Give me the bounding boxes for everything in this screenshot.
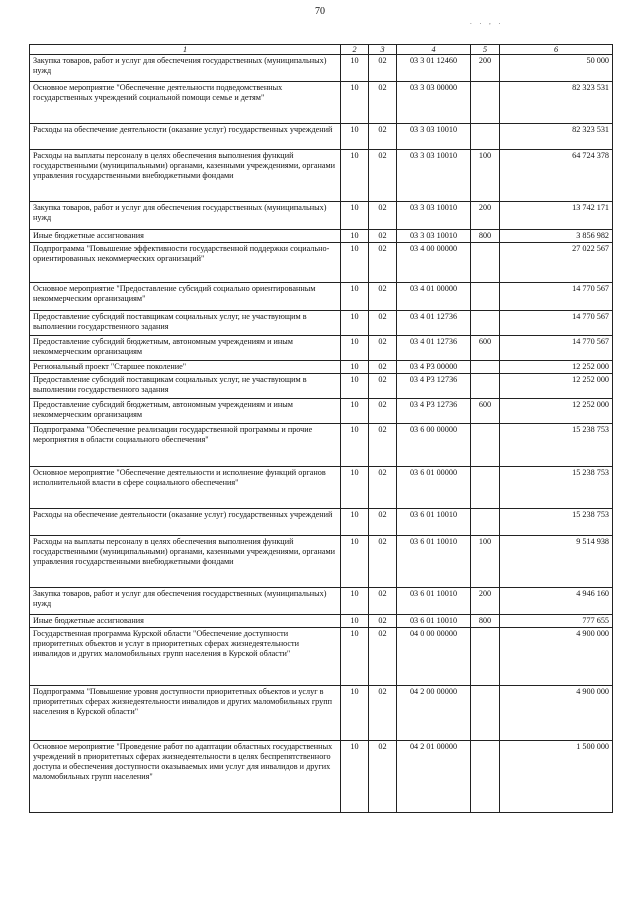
row-sum: 3 856 982 [500,230,613,243]
row-csr: 03 3 03 10010 [397,202,471,230]
table-row [30,615,613,628]
table-row [30,243,613,283]
table-row [30,628,613,686]
row-rz: 10 [341,202,369,230]
row-pr: 02 [369,336,397,361]
row-sum: 27 022 567 [500,243,613,283]
row-pr: 02 [369,243,397,283]
row-rz: 10 [341,588,369,615]
row-csr: 03 6 01 10010 [397,536,471,588]
row-rz: 10 [341,536,369,588]
row-sum: 12 252 000 [500,374,613,399]
row-pr: 02 [369,361,397,374]
row-name: Основное мероприятие "Обеспечение деятельности подведомственных государственных учреждений социальной помощи семье и детям" [30,82,341,124]
row-pr: 02 [369,202,397,230]
row-pr: 02 [369,686,397,741]
table-row [30,509,613,536]
row-sum: 4 900 000 [500,686,613,741]
row-vr [471,361,500,374]
table-row [30,361,613,374]
row-rz: 10 [341,615,369,628]
header-cell-sum: 6 [500,45,613,55]
row-vr: 600 [471,336,500,361]
row-csr: 03 6 01 10010 [397,615,471,628]
row-rz: 10 [341,424,369,467]
row-sum: 64 724 378 [500,150,613,202]
table-row [30,467,613,509]
row-rz: 10 [341,230,369,243]
row-vr: 100 [471,150,500,202]
row-pr: 02 [369,230,397,243]
row-rz: 10 [341,124,369,150]
table-row [30,336,613,361]
table-row [30,124,613,150]
row-pr: 02 [369,741,397,813]
row-vr [471,628,500,686]
row-csr: 03 3 03 00000 [397,82,471,124]
row-sum: 82 323 531 [500,124,613,150]
row-vr [471,311,500,336]
row-csr: 03 4 P3 12736 [397,399,471,424]
row-rz: 10 [341,628,369,686]
row-rz: 10 [341,150,369,202]
table-row [30,82,613,124]
row-sum: 15 238 753 [500,509,613,536]
row-pr: 02 [369,374,397,399]
row-csr: 03 4 P3 00000 [397,361,471,374]
row-pr: 02 [369,124,397,150]
row-csr: 03 6 00 00000 [397,424,471,467]
row-pr: 02 [369,424,397,467]
row-csr: 03 3 01 12460 [397,55,471,82]
row-rz: 10 [341,509,369,536]
row-name: Иные бюджетные ассигнования [30,615,341,628]
row-vr [471,243,500,283]
row-sum: 4 900 000 [500,628,613,686]
row-name: Предоставление субсидий поставщикам социальных услуг, не участвующим в выполнении государственного задания [30,311,341,336]
row-vr: 200 [471,55,500,82]
header-cell-pr: 3 [369,45,397,55]
table-row [30,311,613,336]
table-row [30,424,613,467]
row-csr: 04 0 00 00000 [397,628,471,686]
row-sum: 14 770 567 [500,311,613,336]
row-name: Предоставление субсидий бюджетным, автономным учреждениям и иным некоммерческим организациям [30,336,341,361]
row-pr: 02 [369,588,397,615]
row-rz: 10 [341,55,369,82]
table-row [30,150,613,202]
table-row [30,686,613,741]
header-cell-rz: 2 [341,45,369,55]
row-rz: 10 [341,283,369,311]
row-vr [471,509,500,536]
row-vr [471,741,500,813]
header-row [30,45,613,55]
row-vr [471,82,500,124]
row-vr [471,424,500,467]
row-csr: 03 4 01 12736 [397,336,471,361]
row-vr [471,283,500,311]
row-name: Подпрограмма "Повышение эффективности государственной поддержки социально-ориентированных некоммерческих организаций" [30,243,341,283]
row-csr: 04 2 01 00000 [397,741,471,813]
row-sum: 14 770 567 [500,336,613,361]
table-row [30,588,613,615]
row-rz: 10 [341,311,369,336]
row-csr: 03 6 01 10010 [397,509,471,536]
row-rz: 10 [341,243,369,283]
table-row [30,536,613,588]
row-pr: 02 [369,150,397,202]
row-name: Предоставление субсидий поставщикам социальных услуг, не участвующим в выполнении государственного задания [30,374,341,399]
row-csr: 03 4 00 00000 [397,243,471,283]
row-sum: 15 238 753 [500,424,613,467]
row-pr: 02 [369,283,397,311]
row-rz: 10 [341,467,369,509]
row-rz: 10 [341,686,369,741]
row-name: Основное мероприятие "Обеспечение деятельности и исполнение функций органов исполнительной власти в сфере социального обеспечения" [30,467,341,509]
row-name: Предоставление субсидий бюджетным, автономным учреждениям и иным некоммерческим организациям [30,399,341,424]
row-csr: 03 4 P3 12736 [397,374,471,399]
table-row [30,230,613,243]
row-sum: 50 000 [500,55,613,82]
row-sum: 82 323 531 [500,82,613,124]
row-rz: 10 [341,374,369,399]
row-rz: 10 [341,82,369,124]
table-row [30,399,613,424]
row-csr: 03 6 01 00000 [397,467,471,509]
row-sum: 4 946 160 [500,588,613,615]
row-csr: 03 3 03 10010 [397,124,471,150]
budget-table [29,44,613,813]
header-cell-csr: 4 [397,45,471,55]
row-pr: 02 [369,536,397,588]
header-cell-vr: 5 [471,45,500,55]
row-vr [471,686,500,741]
row-csr: 04 2 00 00000 [397,686,471,741]
row-sum: 9 514 938 [500,536,613,588]
row-vr: 100 [471,536,500,588]
row-pr: 02 [369,82,397,124]
row-name: Основное мероприятие "Предоставление субсидий социально ориентированным некоммерческим организациям" [30,283,341,311]
row-name: Расходы на обеспечение деятельности (оказание услуг) государственных учреждений [30,124,341,150]
row-csr: 03 3 03 10010 [397,150,471,202]
row-vr: 600 [471,399,500,424]
row-csr: 03 4 01 12736 [397,311,471,336]
header-cell-name: 1 [30,45,341,55]
row-vr [471,124,500,150]
row-name: Расходы на выплаты персоналу в целях обеспечения выполнения функций государственными (муниципальными) органами, казенными учреждениями, органами управления государственными внебюджетными фондами [30,150,341,202]
row-sum: 14 770 567 [500,283,613,311]
row-rz: 10 [341,399,369,424]
row-name: Иные бюджетные ассигнования [30,230,341,243]
row-csr: 03 6 01 10010 [397,588,471,615]
row-sum: 12 252 000 [500,399,613,424]
row-sum: 777 655 [500,615,613,628]
row-sum: 12 252 000 [500,361,613,374]
row-vr: 800 [471,230,500,243]
scan-marks: . . , . [470,18,504,26]
row-pr: 02 [369,467,397,509]
table-row [30,202,613,230]
row-name: Подпрограмма "Обеспечение реализации государственной программы и прочие мероприятия в области социального обеспечения" [30,424,341,467]
row-name: Закупка товаров, работ и услуг для обеспечения государственных (муниципальных) нужд [30,55,341,82]
page-number: 70 [315,6,325,17]
row-name: Государственная программа Курской области "Обеспечение доступности приоритетных объектов и услуг в приоритетных сферах жизнедеятельности инвалидов и других маломобильных групп населения в Курской области" [30,628,341,686]
row-sum: 13 742 171 [500,202,613,230]
row-pr: 02 [369,311,397,336]
table-row [30,741,613,813]
row-vr: 200 [471,588,500,615]
row-rz: 10 [341,361,369,374]
row-name: Подпрограмма "Повышение уровня доступности приоритетных объектов и услуг в приоритетных сферах жизнедеятельности инвалидов и других маломобильных групп населения в Курской области" [30,686,341,741]
row-pr: 02 [369,509,397,536]
table-row [30,374,613,399]
row-name: Региональный проект "Старшее поколение" [30,361,341,374]
row-csr: 03 4 01 00000 [397,283,471,311]
row-pr: 02 [369,399,397,424]
row-sum: 15 238 753 [500,467,613,509]
row-name: Расходы на выплаты персоналу в целях обеспечения выполнения функций государственными (муниципальными) органами, казенными учреждениями, органами управления государственными внебюджетными фондами [30,536,341,588]
row-rz: 10 [341,336,369,361]
row-vr [471,467,500,509]
row-pr: 02 [369,628,397,686]
row-vr: 800 [471,615,500,628]
row-name: Закупка товаров, работ и услуг для обеспечения государственных (муниципальных) нужд [30,588,341,615]
row-name: Закупка товаров, работ и услуг для обеспечения государственных (муниципальных) нужд [30,202,341,230]
row-sum: 1 500 000 [500,741,613,813]
row-pr: 02 [369,55,397,82]
row-vr [471,374,500,399]
table-row [30,55,613,82]
row-name: Расходы на обеспечение деятельности (оказание услуг) государственных учреждений [30,509,341,536]
row-pr: 02 [369,615,397,628]
row-name: Основное мероприятие "Проведение работ по адаптации областных государственных учреждений в приоритетных сферах жизнедеятельности в целях беспрепятственного доступа и обеспечения доступности оказываемых ими услуг для инвалидов и других маломобильных групп населения" [30,741,341,813]
row-csr: 03 3 03 10010 [397,230,471,243]
row-vr: 200 [471,202,500,230]
table-row [30,283,613,311]
row-rz: 10 [341,741,369,813]
